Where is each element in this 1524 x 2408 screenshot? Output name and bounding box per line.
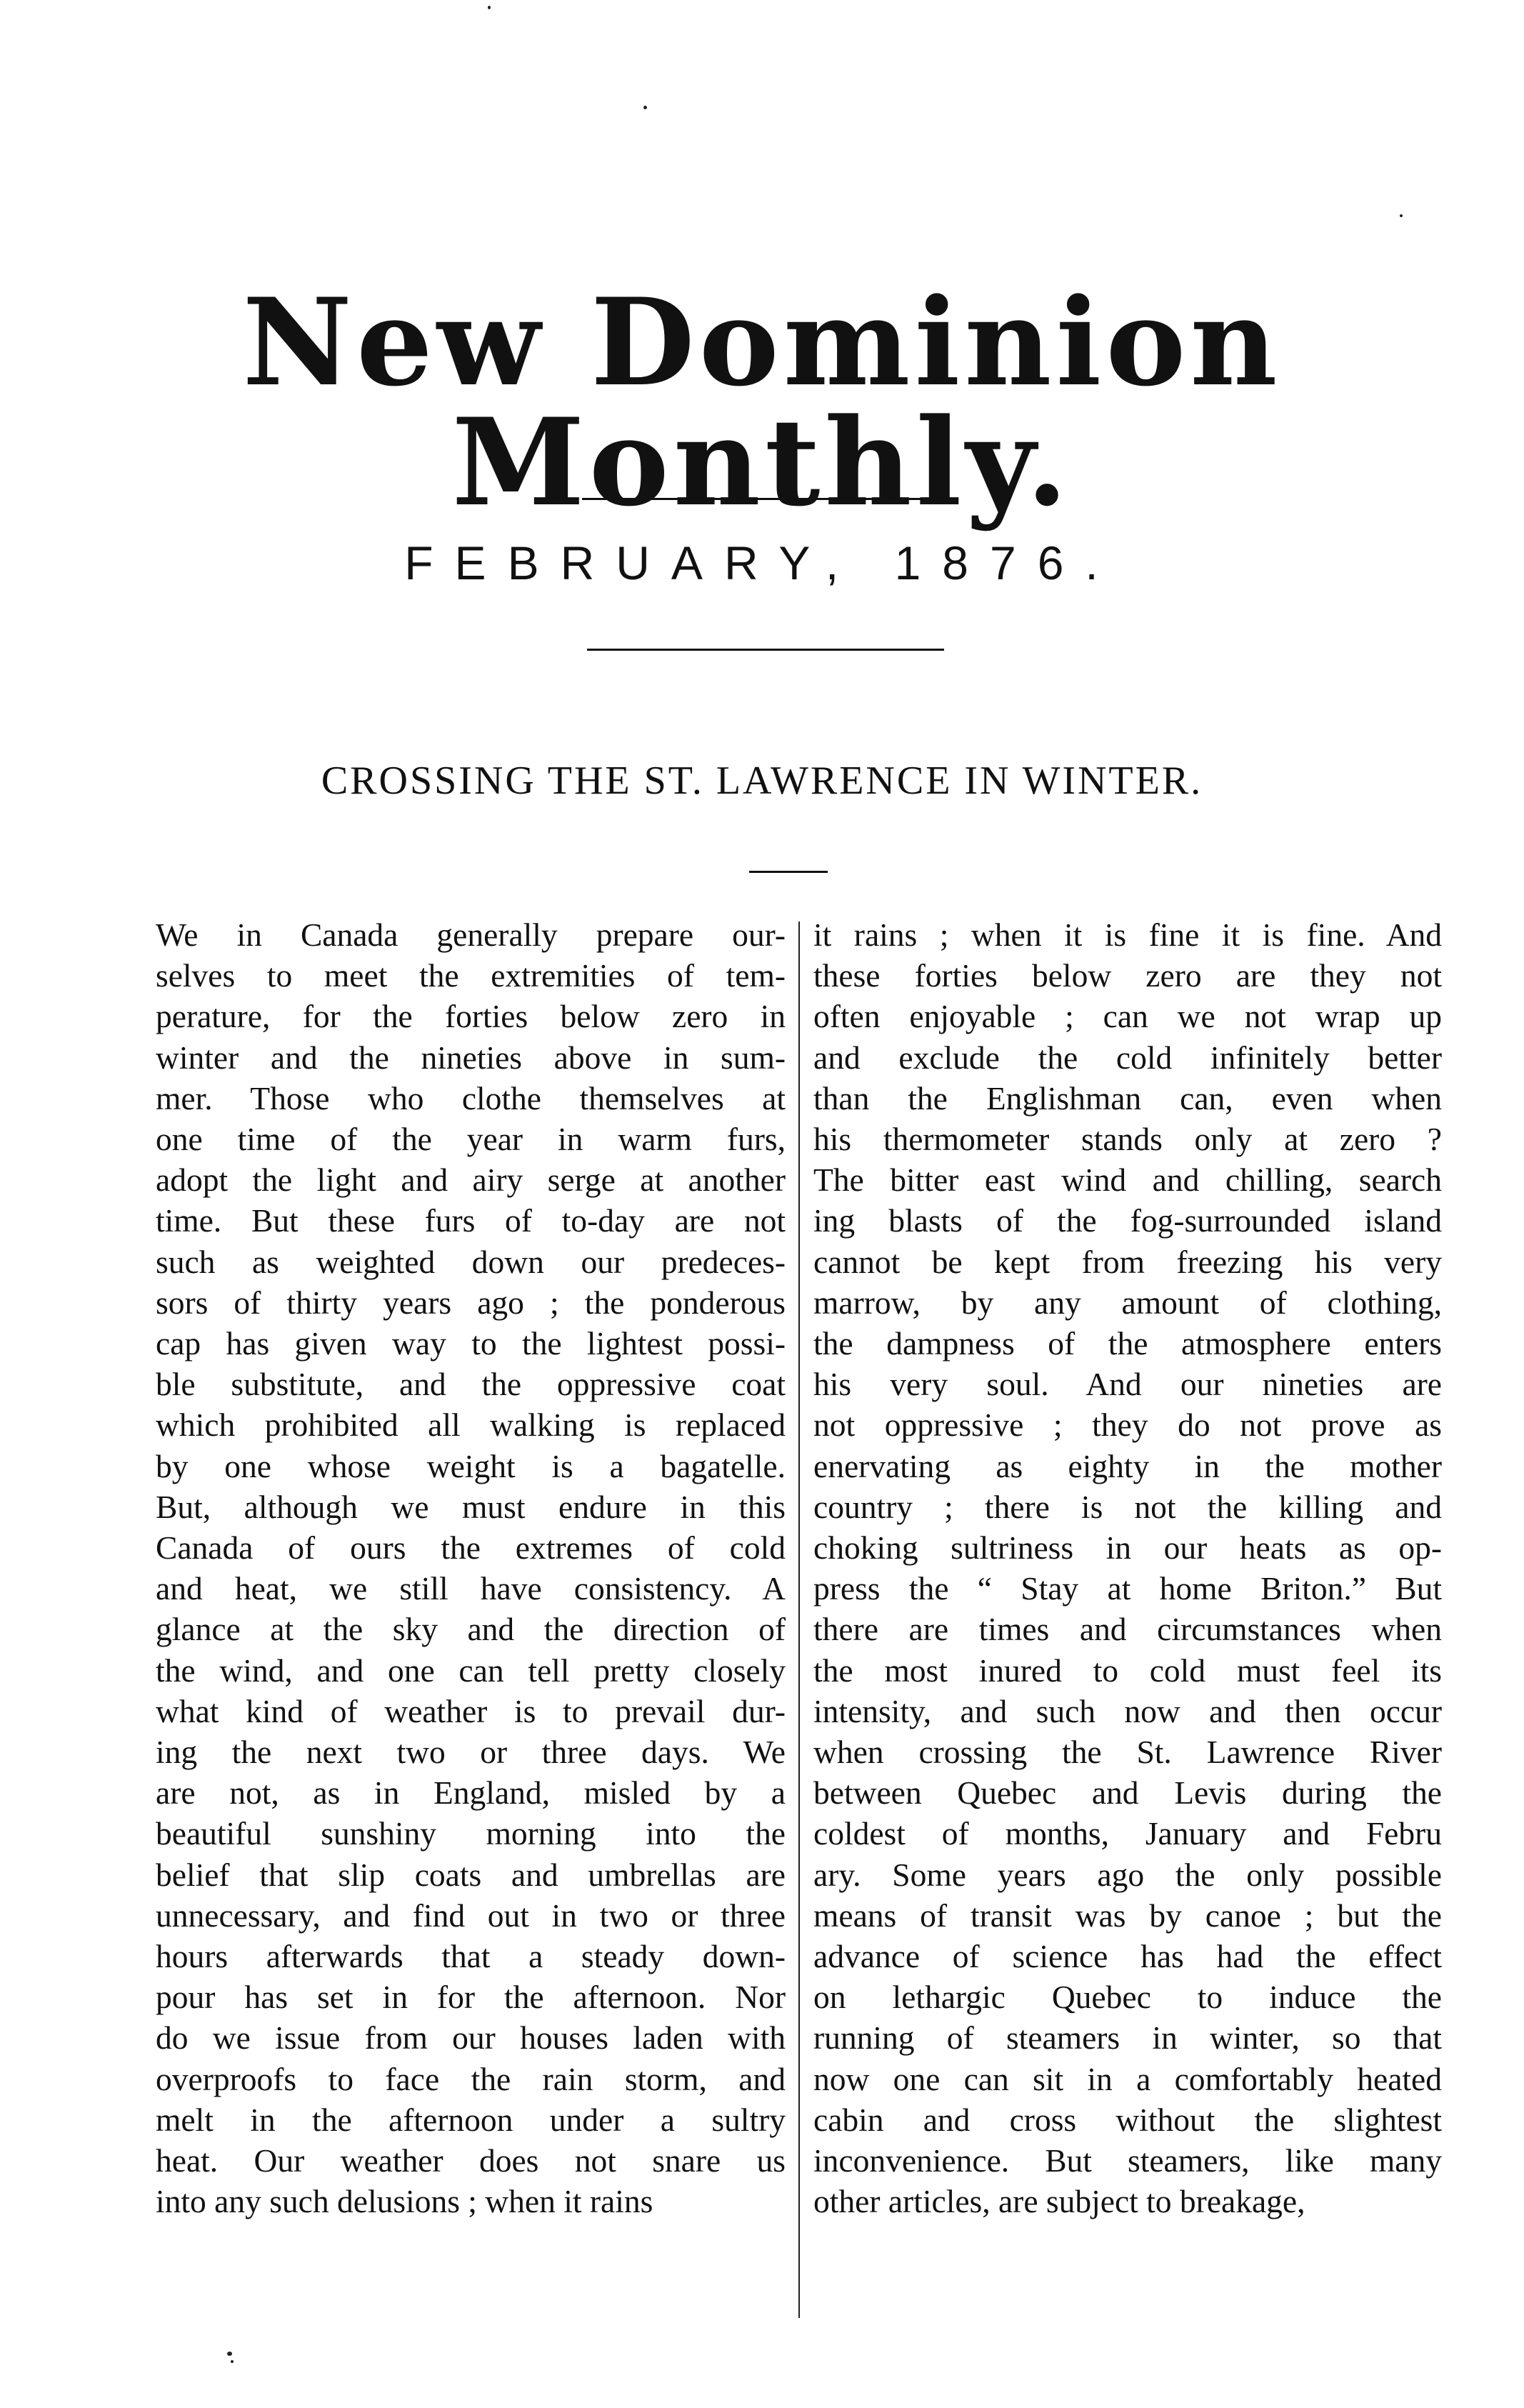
text-line: melt in the afternoon under a sultry	[156, 2101, 786, 2138]
text-line: ary. Some years ago the only possible	[813, 1856, 1442, 1893]
text-line: on lethargic Quebec to induce the	[813, 1979, 1442, 2016]
text-line: marrow, by any amount of clothing,	[813, 1284, 1442, 1321]
text-line: not oppressive ; they do not prove as	[813, 1407, 1442, 1444]
text-line: cannot be kept from freezing his very	[813, 1243, 1442, 1280]
text-line: ble substitute, and the oppressive coat	[156, 1366, 786, 1403]
text-line: We in Canada generally prepare our-	[156, 916, 786, 953]
text-line: than the Englishman can, even when	[813, 1079, 1442, 1116]
print-speck	[488, 6, 491, 9]
text-line: between Quebec and Levis during the	[813, 1774, 1442, 1812]
text-line: are not, as in England, misled by a	[156, 1774, 786, 1812]
text-column-right	[813, 914, 1442, 2222]
text-line: overproofs to face the rain storm, and	[156, 2060, 786, 2097]
print-speck	[643, 106, 647, 109]
text-column-left	[156, 914, 786, 2222]
text-line: choking sultriness in our heats as op-	[813, 1529, 1442, 1567]
text-line: enervating as eighty in the mother	[813, 1447, 1442, 1484]
issue-date: FEBRUARY, 1876.	[404, 536, 1120, 589]
text-line: running of steamers in winter, so that	[813, 2019, 1442, 2057]
text-line: coldest of months, January and Febru	[813, 1815, 1442, 1852]
text-line: beautiful sunshiny morning into the	[156, 1815, 786, 1852]
text-line: sors of thirty years ago ; the ponderous	[156, 1284, 786, 1321]
text-line: and heat, we still have consistency. A	[156, 1570, 786, 1607]
article-title: CROSSING THE ST. LAWRENCE IN WINTER.	[321, 759, 1203, 803]
text-line: his thermometer stands only at zero ?	[813, 1121, 1442, 1158]
text-line: perature, for the forties below zero in	[156, 998, 786, 1035]
text-line: adopt the light and airy serge at another	[156, 1161, 786, 1199]
text-line: which prohibited all walking is replaced	[156, 1407, 786, 1444]
text-line: selves to meet the extremities of tem-	[156, 957, 786, 994]
text-line: and exclude the cold infinitely better	[813, 1039, 1442, 1076]
text-line: winter and the nineties above in sum-	[156, 1039, 786, 1076]
text-line: these forties below zero are they not	[813, 957, 1442, 994]
text-line: there are times and circumstances when	[813, 1611, 1442, 1648]
print-speck	[231, 2360, 234, 2363]
text-line: by one whose weight is a bagatelle.	[156, 1447, 786, 1484]
text-line: cap has given way to the lightest possi-	[156, 1325, 786, 1362]
print-speck	[1400, 214, 1403, 217]
text-line: country ; there is not the killing and	[813, 1488, 1442, 1525]
masthead-rule-bottom	[587, 649, 944, 651]
text-line: hours afterwards that a steady down-	[156, 1938, 786, 1975]
text-line: often enjoyable ; can we not wrap up	[813, 998, 1442, 1035]
text-line: such as weighted down our predeces-	[156, 1243, 786, 1280]
masthead-rule-top	[582, 498, 945, 500]
text-line: time. But these furs of to-day are not	[156, 1202, 786, 1239]
text-line: what kind of weather is to prevail dur-	[156, 1692, 786, 1729]
masthead-title: New Dominion Monthly.	[242, 271, 1282, 533]
text-line: ing the next two or three days. We	[156, 1734, 786, 1771]
text-line: the dampness of the atmosphere enters	[813, 1325, 1442, 1362]
text-line: intensity, and such now and then occur	[813, 1692, 1442, 1729]
text-line: his very soul. And our nineties are	[813, 1366, 1442, 1403]
text-line: when crossing the St. Lawrence River	[813, 1734, 1442, 1771]
text-line: Canada of ours the extremes of cold	[156, 1529, 786, 1567]
print-speck	[227, 2352, 232, 2356]
text-line: do we issue from our houses laden with	[156, 2019, 786, 2057]
text-line: glance at the sky and the direction of	[156, 1611, 786, 1648]
text-line: advance of science has had the effect	[813, 1938, 1442, 1975]
text-line: the most inured to cold must feel its	[813, 1652, 1442, 1689]
text-line: heat. Our weather does not snare us	[156, 2142, 786, 2179]
text-line: means of transit was by canoe ; but the	[813, 1897, 1442, 1934]
text-line: ing blasts of the fog-surrounded island	[813, 1202, 1442, 1239]
text-line: mer. Those who clothe themselves at	[156, 1079, 786, 1116]
text-line: press the “ Stay at home Briton.” But	[813, 1570, 1442, 1607]
text-line: pour has set in for the afternoon. Nor	[156, 1979, 786, 2016]
column-divider	[798, 921, 800, 2318]
text-line: other articles, are subject to breakage,	[813, 2183, 1305, 2220]
text-line: inconvenience. But steamers, like many	[813, 2142, 1442, 2179]
text-line: the wind, and one can tell pretty closely	[156, 1652, 786, 1689]
text-line: The bitter east wind and chilling, search	[813, 1161, 1442, 1199]
title-rule	[749, 871, 828, 873]
text-line: belief that slip coats and umbrellas are	[156, 1856, 786, 1893]
text-line: unnecessary, and find out in two or three	[156, 1897, 786, 1934]
text-line: now one can sit in a comfortably heated	[813, 2060, 1442, 2097]
text-line: one time of the year in warm furs,	[156, 1121, 786, 1158]
text-line: it rains ; when it is fine it is fine. And	[813, 916, 1442, 953]
text-line: into any such delusions ; when it rains	[156, 2183, 653, 2220]
text-line: cabin and cross without the slightest	[813, 2101, 1442, 2138]
text-line: But, although we must endure in this	[156, 1488, 786, 1525]
